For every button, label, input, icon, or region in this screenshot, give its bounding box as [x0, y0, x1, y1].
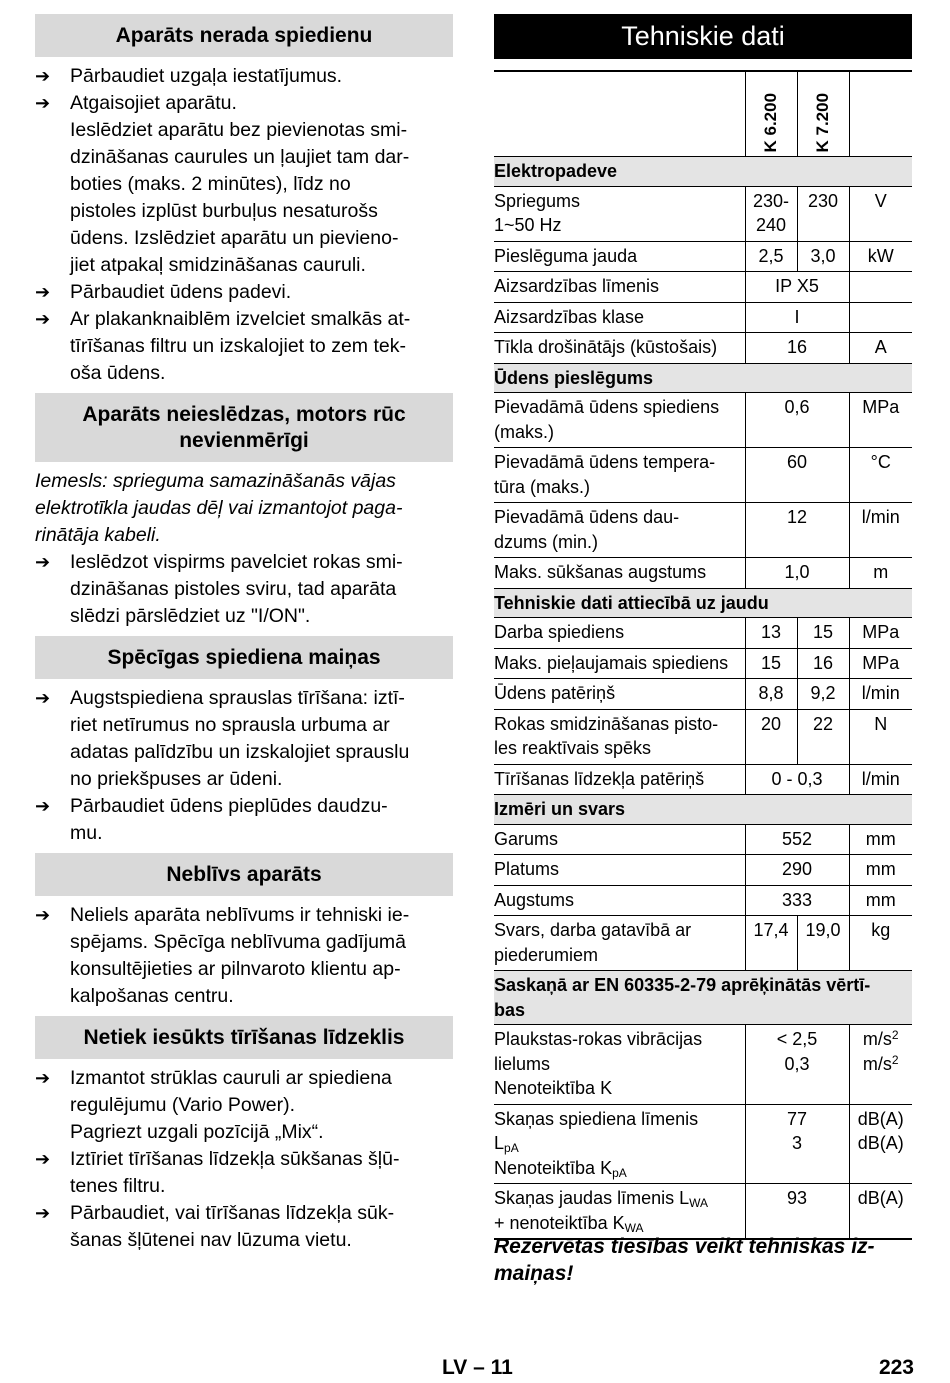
spec-value-k6: 15 — [745, 648, 797, 679]
spec-value: 0,6 — [745, 393, 849, 448]
spec-label — [494, 1104, 745, 1184]
spec-row-vibration — [494, 1025, 912, 1105]
line-text: mu. — [70, 822, 103, 844]
text-line — [35, 90, 453, 117]
text-line — [35, 902, 453, 929]
spec-label: Tīrīšanas līdzekļa patēriņš — [494, 764, 745, 795]
subscript: pA — [504, 1141, 519, 1155]
arrow-right-icon: ➔ — [35, 1068, 51, 1088]
spec-unit: mm — [865, 828, 896, 849]
line-text: Iztīriet tīrīšanas līdzekļa sūkšanas šļū- — [70, 1148, 400, 1170]
line-text: jiet atpakaļ smidzināšanas cauruli. — [70, 254, 366, 276]
spec-row — [494, 186, 912, 241]
text-line — [35, 739, 453, 766]
spec-unit: A — [874, 337, 887, 357]
category-label: Saskaņā ar EN 60335-2-79 aprēķinātās vērtī- bas — [494, 971, 912, 1025]
text-line — [35, 63, 453, 90]
spec-row — [494, 679, 912, 710]
spec-unit: kg — [871, 920, 891, 940]
spec-value-k7: 3,0 — [797, 241, 849, 272]
line-text: Ar plakanknaiblēm izvelciet smalkās at- — [70, 308, 411, 330]
spec-value-k6: 20 — [745, 709, 797, 764]
spec-label: Garums — [494, 824, 745, 855]
text-line — [35, 1092, 453, 1119]
text-line — [35, 712, 453, 739]
spec-row — [494, 393, 912, 448]
text: 93 — [786, 1188, 808, 1208]
spec-unit: °C — [870, 452, 891, 472]
text: Nenoteiktība K — [494, 1078, 613, 1098]
text: dB(A) — [857, 1188, 904, 1208]
text-line — [35, 766, 453, 793]
line-text: oša ūdens. — [70, 362, 166, 384]
line-text: kalpošanas centru. — [70, 985, 234, 1007]
spec-label: Pievadāmā ūdens tempera- tūra (maks.) — [494, 448, 745, 503]
line-text: konsultējieties ar pilnvaroto klientu ap- — [70, 958, 401, 980]
line-text: pistoles izplūst burbuļus nesaturošs — [70, 200, 378, 222]
spec-value-k6: 2,5 — [745, 241, 797, 272]
section-body — [35, 57, 453, 393]
line-text: Izmantot strūklas cauruli ar spiediena — [70, 1067, 392, 1089]
arrow-right-icon: ➔ — [35, 905, 51, 925]
category-label: Izmēri un svars — [494, 795, 912, 825]
text: L — [494, 1133, 505, 1153]
spec-label: Darba spiediens — [494, 618, 745, 649]
spec-value-k6: 8,8 — [745, 679, 797, 710]
line-text: elektrotīkla jaudas dēļ vai izmantojot paga- — [35, 497, 403, 519]
line-text: Pagriezt uzgali pozīcijā „Mix“. — [70, 1121, 324, 1143]
spec-row-sound-power — [494, 1184, 912, 1240]
category-row — [494, 157, 912, 187]
spec-label: Rokas smidzināšanas pisto- les reaktīvais spēks — [494, 709, 745, 764]
spec-value-k6: 17,4 — [745, 916, 797, 971]
line-text: Ieslēdziet aparātu bez pievienotas smi- — [70, 119, 408, 141]
spec-unit: mm — [865, 889, 896, 910]
text-line — [35, 576, 453, 603]
text-line — [35, 279, 453, 306]
exponent: 2 — [891, 1028, 899, 1042]
spec-row — [494, 241, 912, 272]
spec-unit: kW — [867, 245, 894, 266]
category-row — [494, 363, 912, 393]
spec-row — [494, 333, 912, 364]
line-text: Augstspiediena sprauslas tīrīšana: iztī- — [70, 687, 405, 709]
spec-unit: m — [873, 562, 889, 582]
spec-unit: MPa — [862, 652, 900, 673]
line-text: Atgaisojiet aparātu. — [70, 92, 237, 114]
text: Skaņas jaudas līmenis L — [494, 1188, 690, 1208]
troubleshooting-column — [35, 14, 453, 1260]
text: 3 — [791, 1133, 802, 1153]
spec-value-k6: 230- 240 — [745, 186, 797, 241]
spec-label: Platums — [494, 855, 745, 886]
spec-label: Augstums — [494, 885, 745, 916]
spec-row — [494, 448, 912, 503]
arrow-right-icon: ➔ — [35, 1203, 51, 1223]
text-line — [35, 117, 453, 144]
spec-row — [494, 648, 912, 679]
spec-value: I — [745, 302, 849, 333]
category-row — [494, 971, 912, 1025]
spec-value — [745, 1104, 849, 1184]
text-line — [35, 522, 453, 549]
spec-unit: mm — [865, 859, 896, 879]
spec-row — [494, 916, 912, 971]
spec-value-k7: 230 — [797, 186, 849, 241]
arrow-right-icon: ➔ — [35, 93, 51, 113]
spec-unit: l/min — [861, 683, 900, 703]
line-text: Neliels aparāta neblīvums ir tehniski ie- — [70, 904, 410, 926]
spec-unit: MPa — [862, 622, 900, 642]
text-line — [35, 225, 453, 252]
spec-value: 333 — [745, 885, 849, 916]
spec-value: 60 — [745, 448, 849, 503]
model-k6-header: K 6.200 — [745, 71, 797, 157]
line-text: rinātāja kabeli. — [35, 524, 161, 546]
spec-label: Maks. sūkšanas augstums — [494, 558, 745, 589]
spec-value-k7: 22 — [797, 709, 849, 764]
text-line — [35, 1227, 453, 1254]
spec-value: 552 — [745, 824, 849, 855]
spec-row — [494, 709, 912, 764]
section-body — [35, 679, 453, 853]
spec-row — [494, 302, 912, 333]
spec-label: Ūdens patēriņš — [494, 679, 745, 710]
text-line — [35, 793, 453, 820]
text-line — [35, 685, 453, 712]
arrow-right-icon: ➔ — [35, 309, 51, 329]
text-line — [35, 252, 453, 279]
text-line — [35, 360, 453, 387]
spec-label: Aizsardzības līmenis — [494, 272, 745, 303]
spec-unit: V — [874, 190, 887, 211]
spec-label: Svars, darba gatavībā ar piederumiem — [494, 916, 745, 971]
exponent: 2 — [891, 1052, 899, 1067]
spec-label — [494, 1184, 745, 1240]
line-text: regulējumu (Vario Power). — [70, 1094, 296, 1116]
reserved-rights-note: Rezervētas tiesības veikt tehniskas iz- maiņas! — [494, 1235, 875, 1285]
text-line — [35, 144, 453, 171]
spec-unit: N — [874, 713, 888, 734]
line-text: Pārbaudiet ūdens padevi. — [70, 281, 292, 303]
line-text: spējams. Spēcīga neblīvuma gadījumā — [70, 931, 407, 953]
line-text: slēdzi pārslēdziet uz "I/ON". — [70, 605, 311, 627]
line-text: Pārbaudiet, vai tīrīšanas līdzekļa sūk- — [70, 1202, 395, 1224]
text-line — [35, 983, 453, 1010]
spec-unit — [849, 302, 912, 333]
line-text: adatas palīdzību un izskalojiet sprauslu — [70, 741, 410, 763]
spec-label: Tīkla drošinātājs (kūstošais) — [494, 333, 745, 364]
line-text: dzināšanas pistoles sviru, tad aparāta — [70, 578, 397, 600]
text-line — [35, 1065, 453, 1092]
spec-unit — [849, 272, 912, 303]
text-line — [35, 1200, 453, 1227]
spec-label — [494, 1025, 745, 1105]
arrow-right-icon: ➔ — [35, 796, 51, 816]
text: 0,3 — [784, 1053, 810, 1074]
spec-unit: MPa — [862, 397, 900, 417]
page-number: 223 — [878, 1356, 914, 1379]
line-text: šanas šļūtenei nav lūzuma vietu. — [70, 1229, 352, 1251]
category-label: Ūdens pieslēgums — [494, 363, 912, 393]
line-text: Pārbaudiet ūdens pieplūdes daudzu- — [70, 795, 388, 817]
spec-value: 1,0 — [745, 558, 849, 589]
spec-label: Spriegums 1~50 Hz — [494, 186, 745, 241]
spec-label: Pieslēguma jauda — [494, 241, 745, 272]
text-line — [35, 956, 453, 983]
spec-row — [494, 618, 912, 649]
text: + nenoteiktība K — [494, 1212, 625, 1233]
spec-row — [494, 824, 912, 855]
spec-value: 12 — [745, 503, 849, 558]
spec-label: Aizsardzības klase — [494, 302, 745, 333]
text-line — [35, 333, 453, 360]
spec-value-k7: 16 — [797, 648, 849, 679]
text-line — [35, 929, 453, 956]
spec-unit: l/min — [861, 768, 900, 789]
spec-row — [494, 885, 912, 916]
category-row — [494, 588, 912, 618]
text: Skaņas spiediena līmenis — [494, 1108, 699, 1129]
spec-value: 16 — [745, 333, 849, 364]
section-body — [35, 1059, 453, 1260]
spec-value: 0 - 0,3 — [745, 764, 849, 795]
spec-unit — [849, 1184, 912, 1240]
arrow-right-icon: ➔ — [35, 688, 51, 708]
text: dB(A) — [857, 1108, 904, 1129]
text-line — [35, 306, 453, 333]
text: 77 — [786, 1108, 808, 1129]
text-line — [35, 495, 453, 522]
section-heading: Aparāts nerada spiedienu — [35, 14, 453, 57]
section-body — [35, 896, 453, 1016]
spec-label: Pievadāmā ūdens dau- dzums (min.) — [494, 503, 745, 558]
spec-row — [494, 558, 912, 589]
arrow-right-icon: ➔ — [35, 282, 51, 302]
footer-section-label: LV – 11 — [442, 1356, 513, 1379]
spec-unit — [849, 1104, 912, 1184]
spec-value-k7: 19,0 — [797, 916, 849, 971]
text: lielums — [494, 1053, 551, 1074]
text: dB(A) — [857, 1133, 904, 1153]
category-label: Elektropadeve — [494, 157, 912, 187]
technical-data-column — [494, 14, 912, 1240]
spec-unit: l/min — [861, 507, 900, 527]
line-text: Pārbaudiet uzgaļa iestatījumus. — [70, 65, 343, 87]
model-k7-header: K 7.200 — [797, 71, 849, 157]
arrow-right-icon: ➔ — [35, 66, 51, 86]
line-text: riet netīrumus no sprausla urbuma ar — [70, 714, 390, 736]
spec-row — [494, 855, 912, 886]
text: m/s — [862, 1053, 892, 1074]
arrow-right-icon: ➔ — [35, 552, 51, 572]
text-line — [35, 198, 453, 225]
spec-value-k6: 13 — [745, 618, 797, 649]
spec-value-k7: 9,2 — [797, 679, 849, 710]
line-text: Iemesls: sprieguma samazināšanās vājas — [35, 470, 396, 492]
text-line — [35, 820, 453, 847]
spec-label: Pievadāmā ūdens spiediens (maks.) — [494, 393, 745, 448]
text: Plaukstas-rokas vibrācijas — [494, 1029, 703, 1049]
spec-row — [494, 503, 912, 558]
text-line — [35, 1146, 453, 1173]
line-text: dzināšanas caurules un ļaujiet tam dar- — [70, 146, 410, 168]
model-header-row — [494, 71, 912, 157]
section-heading: Spēcīgas spiediena maiņas — [35, 636, 453, 679]
text: < 2,5 — [776, 1029, 818, 1049]
line-text: Ieslēdzot vispirms pavelciet rokas smi- — [70, 551, 403, 573]
spec-value: IP X5 — [745, 272, 849, 303]
arrow-right-icon: ➔ — [35, 1149, 51, 1169]
text-line — [35, 603, 453, 630]
spec-value: 290 — [745, 855, 849, 886]
line-text: boties (maks. 2 minūtes), līdz no — [70, 173, 351, 195]
subscript: WA — [624, 1220, 644, 1235]
spec-value — [745, 1025, 849, 1105]
spec-row — [494, 764, 912, 795]
spec-label: Maks. pieļaujamais spiediens — [494, 648, 745, 679]
technical-data-title: Tehniskie dati — [494, 14, 912, 59]
spec-row — [494, 272, 912, 303]
line-text: ūdens. Izslēdziet aparātu un pievieno- — [70, 227, 399, 249]
text-line — [35, 1173, 453, 1200]
line-text: tīrīšanas filtru un izskalojiet to zem tek- — [70, 335, 406, 357]
category-label: Tehniskie dati attiecībā uz jaudu — [494, 588, 912, 618]
section-heading: Aparāts neieslēdzas, motors rūc nevienmērīgi — [35, 393, 453, 462]
section-heading: Netiek iesūkts tīrīšanas līdzeklis — [35, 1016, 453, 1059]
text: Nenoteiktība K — [494, 1157, 613, 1178]
spec-value — [745, 1184, 849, 1240]
text: m/s — [862, 1029, 892, 1049]
subscript: pA — [612, 1165, 627, 1180]
text-line — [35, 468, 453, 495]
text-line — [35, 549, 453, 576]
spec-row-sound-pressure — [494, 1104, 912, 1184]
section-body — [35, 462, 453, 636]
spec-unit — [849, 1025, 912, 1105]
technical-data-table — [494, 70, 912, 1240]
text-line — [35, 171, 453, 198]
category-row — [494, 795, 912, 825]
line-text: tenes filtru. — [70, 1175, 166, 1197]
text-line — [35, 1119, 453, 1146]
section-heading: Neblīvs aparāts — [35, 853, 453, 896]
subscript: WA — [689, 1196, 708, 1210]
line-text: no priekšpuses ar ūdeni. — [70, 768, 283, 790]
spec-value-k7: 15 — [797, 618, 849, 649]
